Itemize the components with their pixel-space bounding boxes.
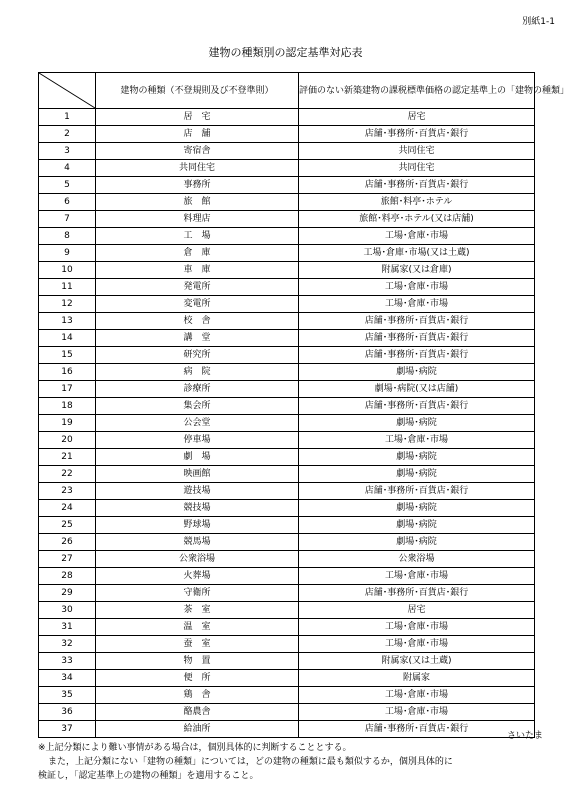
building-type: 競技場: [96, 500, 299, 517]
diagonal-line-icon: [39, 73, 95, 108]
row-number: 28: [39, 568, 96, 585]
row-number: 24: [39, 500, 96, 517]
table-header-row: [39, 73, 535, 109]
table-row: [39, 126, 535, 143]
building-type: 診療所: [96, 381, 299, 398]
table-row: [39, 143, 535, 160]
row-number: 3: [39, 143, 96, 160]
row-number: 29: [39, 585, 96, 602]
tax-category: 店舗･事務所･百貨店･銀行: [299, 347, 535, 364]
table-row: [39, 347, 535, 364]
header-diagonal-cell: [39, 73, 96, 109]
table-row: [39, 449, 535, 466]
row-number: 13: [39, 313, 96, 330]
building-type: 集会所: [96, 398, 299, 415]
row-number: 17: [39, 381, 96, 398]
row-number: 6: [39, 194, 96, 211]
building-type-table: [38, 72, 570, 738]
row-number: 10: [39, 262, 96, 279]
table-row: [39, 500, 535, 517]
building-type: 火葬場: [96, 568, 299, 585]
table-row: [39, 534, 535, 551]
table-row: [39, 211, 535, 228]
table-row: [39, 245, 535, 262]
table-row: [39, 483, 535, 500]
tax-category: 劇場･病院: [299, 534, 535, 551]
building-type: 公衆浴場: [96, 551, 299, 568]
header-building-type: 建物の種類（不登規則及び不登準則）: [96, 73, 299, 109]
row-number: 19: [39, 415, 96, 432]
tax-category: 共同住宅: [299, 160, 535, 177]
row-number: 31: [39, 619, 96, 636]
header-tax-type: 評価のない新築建物の課税標準価格の認定基準上の「建物の種類」: [299, 73, 535, 109]
tax-category: 工場･倉庫･市場: [299, 568, 535, 585]
table-row: [39, 602, 535, 619]
tax-category: 工場･倉庫･市場: [299, 636, 535, 653]
building-type: 蚕 室: [96, 636, 299, 653]
table-row: [39, 687, 535, 704]
row-number: 4: [39, 160, 96, 177]
tax-category: 店舗･事務所･百貨店･銀行: [299, 398, 535, 415]
row-number: 35: [39, 687, 96, 704]
row-number: 37: [39, 721, 96, 738]
table-row: [39, 177, 535, 194]
building-type: 酪農舎: [96, 704, 299, 721]
building-type: 講 堂: [96, 330, 299, 347]
tax-category: 居宅: [299, 602, 535, 619]
row-number: 22: [39, 466, 96, 483]
note-line-1: ※上記分類により難い事情がある場合は，個別具体的に判断することとする。: [38, 743, 352, 753]
building-type: 店 舗: [96, 126, 299, 143]
table-row: [39, 381, 535, 398]
tax-category: 劇場･病院: [299, 466, 535, 483]
row-number: 12: [39, 296, 96, 313]
row-number: 16: [39, 364, 96, 381]
row-number: 33: [39, 653, 96, 670]
building-type: 倉 庫: [96, 245, 299, 262]
tax-category: 劇場･病院(又は店舗): [299, 381, 535, 398]
table-row: [39, 721, 535, 738]
row-number: 23: [39, 483, 96, 500]
row-number: 34: [39, 670, 96, 687]
table-row: [39, 517, 535, 534]
building-type: 車 庫: [96, 262, 299, 279]
row-number: 21: [39, 449, 96, 466]
building-type: 物 置: [96, 653, 299, 670]
row-number: 5: [39, 177, 96, 194]
table-row: [39, 262, 535, 279]
building-type: 公会堂: [96, 415, 299, 432]
tax-category: 工場･倉庫･市場: [299, 279, 535, 296]
row-number: 32: [39, 636, 96, 653]
building-type: 居 宅: [96, 109, 299, 126]
tax-category: 劇場･病院: [299, 415, 535, 432]
building-type: 便 所: [96, 670, 299, 687]
building-type: 映画館: [96, 466, 299, 483]
building-type: 病 院: [96, 364, 299, 381]
row-number: 36: [39, 704, 96, 721]
tax-category: 劇場･病院: [299, 517, 535, 534]
table-row: [39, 432, 535, 449]
row-number: 8: [39, 228, 96, 245]
tax-category: 旅館･料亭･ホテル(又は店舗): [299, 211, 535, 228]
city-label: さいたま: [506, 731, 543, 741]
tax-category: 工場･倉庫･市場: [299, 296, 535, 313]
row-number: 27: [39, 551, 96, 568]
tax-category: 店舗･事務所･百貨店･銀行: [299, 330, 535, 347]
table-row: [39, 466, 535, 483]
tax-category: 劇場･病院: [299, 500, 535, 517]
table-row: [39, 313, 535, 330]
building-type: 給油所: [96, 721, 299, 738]
tax-category: 工場･倉庫･市場: [299, 704, 535, 721]
tax-category: 附属家(又は倉庫): [299, 262, 535, 279]
table-row: [39, 704, 535, 721]
row-number: 20: [39, 432, 96, 449]
building-type: 研究所: [96, 347, 299, 364]
table-row: [39, 330, 535, 347]
row-number: 15: [39, 347, 96, 364]
tax-category: 工場･倉庫･市場: [299, 432, 535, 449]
row-number: 26: [39, 534, 96, 551]
note-line-2: また，上記分類にない「建物の種類」については，どの建物の種類に最も類似するか，個別具体的に: [48, 757, 453, 767]
table-row: [39, 296, 535, 313]
building-type: 事務所: [96, 177, 299, 194]
document-id: 別紙1-1: [522, 17, 555, 27]
table-row: [39, 109, 535, 126]
tax-category: 工場･倉庫･市場: [299, 619, 535, 636]
tax-category: 附属家(又は土蔵): [299, 653, 535, 670]
tax-category: 劇場･病院: [299, 364, 535, 381]
tax-category: 店舗･事務所･百貨店･銀行: [299, 483, 535, 500]
note-line-3: 検証し，「認定基準上の建物の種類」を適用すること。: [38, 771, 259, 781]
table-row: [39, 364, 535, 381]
tax-category: 公衆浴場: [299, 551, 535, 568]
building-type: 鶏 舎: [96, 687, 299, 704]
table-row: [39, 585, 535, 602]
table-row: [39, 160, 535, 177]
page-title: 建物の種類別の認定基準対応表: [208, 46, 363, 59]
table-row: [39, 653, 535, 670]
row-number: 2: [39, 126, 96, 143]
building-type: 温 室: [96, 619, 299, 636]
row-number: 30: [39, 602, 96, 619]
tax-category: 店舗･事務所･百貨店･銀行: [299, 313, 535, 330]
tax-category: 附属家: [299, 670, 535, 687]
table-row: [39, 279, 535, 296]
building-type: 校 舎: [96, 313, 299, 330]
tax-category: 旅館･料亭･ホテル: [299, 194, 535, 211]
row-number: 7: [39, 211, 96, 228]
row-number: 11: [39, 279, 96, 296]
table-row: [39, 670, 535, 687]
table-row: [39, 194, 535, 211]
building-type: 茶 室: [96, 602, 299, 619]
tax-category: 居宅: [299, 109, 535, 126]
tax-category: 店舗･事務所･百貨店･銀行: [299, 721, 535, 738]
table-row: [39, 619, 535, 636]
tax-category: 工場･倉庫･市場: [299, 687, 535, 704]
building-type: 競馬場: [96, 534, 299, 551]
notes: [38, 741, 538, 783]
building-type: 遊技場: [96, 483, 299, 500]
row-number: 9: [39, 245, 96, 262]
table-row: [39, 228, 535, 245]
building-type: 工 場: [96, 228, 299, 245]
row-number: 18: [39, 398, 96, 415]
building-type: 料理店: [96, 211, 299, 228]
building-type: 共同住宅: [96, 160, 299, 177]
table-row: [39, 551, 535, 568]
tax-category: 店舗･事務所･百貨店･銀行: [299, 585, 535, 602]
tax-category: 工場･倉庫･市場(又は土蔵): [299, 245, 535, 262]
building-type: 野球場: [96, 517, 299, 534]
building-type: 変電所: [96, 296, 299, 313]
table-row: [39, 415, 535, 432]
tax-category: 店舗･事務所･百貨店･銀行: [299, 126, 535, 143]
table-row: [39, 568, 535, 585]
building-type: 守衛所: [96, 585, 299, 602]
building-type: 停車場: [96, 432, 299, 449]
table-row: [39, 398, 535, 415]
row-number: 1: [39, 109, 96, 126]
row-number: 25: [39, 517, 96, 534]
building-type: 寄宿舎: [96, 143, 299, 160]
building-type: 旅 館: [96, 194, 299, 211]
tax-category: 店舗･事務所･百貨店･銀行: [299, 177, 535, 194]
table-row: [39, 636, 535, 653]
building-type: 発電所: [96, 279, 299, 296]
building-type: 劇 場: [96, 449, 299, 466]
row-number: 14: [39, 330, 96, 347]
tax-category: 共同住宅: [299, 143, 535, 160]
tax-category: 工場･倉庫･市場: [299, 228, 535, 245]
tax-category: 劇場･病院: [299, 449, 535, 466]
